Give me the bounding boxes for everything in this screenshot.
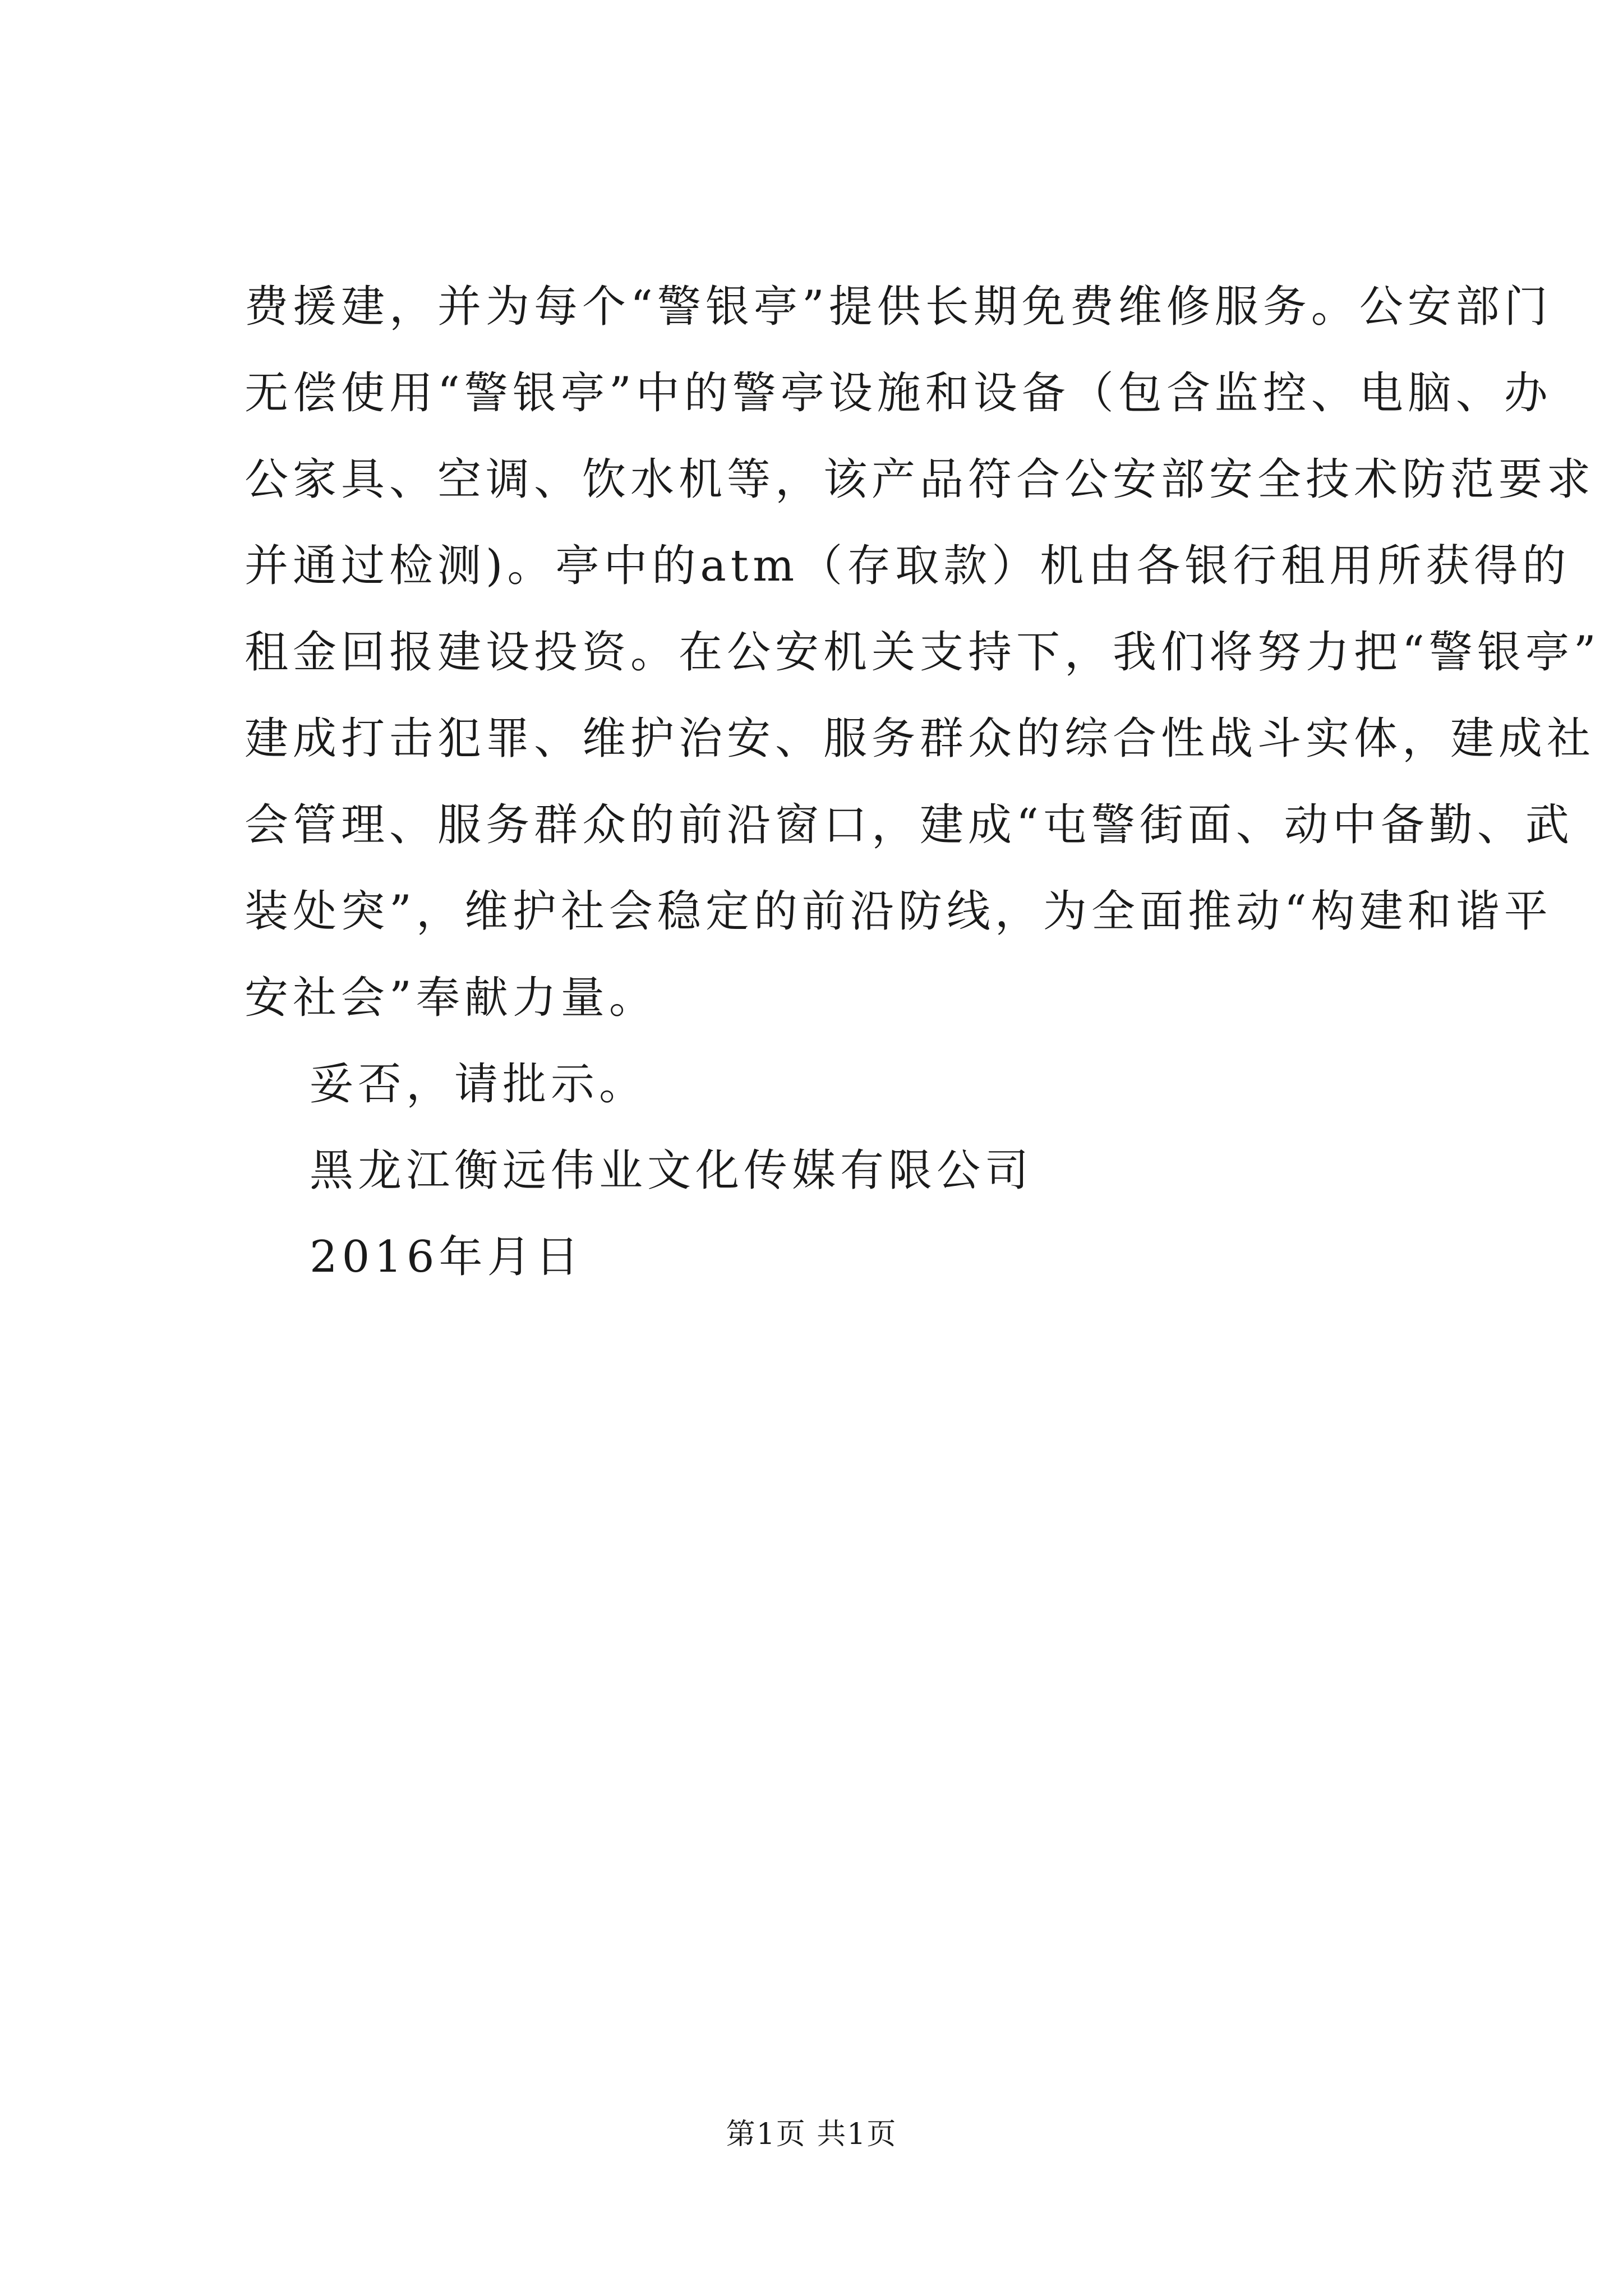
paragraph-line: 费援建，并为每个“警银亭”提供长期免费维修服务。公安部门 xyxy=(245,282,1552,332)
paragraph-line: 建成打击犯罪、维护治安、服务群众的综合性战斗实体，建成社 xyxy=(245,714,1596,764)
company-signature: 黑龙江衡远伟业文化传媒有限公司 xyxy=(310,1145,1034,1196)
page-footer: 第1页 共1页 xyxy=(726,2118,897,2151)
paragraph-line: 会管理、服务群众的前沿窗口，建成“屯警街面、动中备勤、武 xyxy=(245,800,1574,850)
paragraph-line: 公家具、空调、饮水机等，该产品符合公安部安全技术防范要求 xyxy=(245,454,1596,505)
document-date: 2016年月日 xyxy=(310,1232,584,1282)
document-body xyxy=(245,264,1601,1300)
paragraph-line: 安社会”奉献力量。 xyxy=(245,973,657,1023)
paragraph-line: 无偿使用“警银亭”中的警亭设施和设备（包含监控、电脑、办 xyxy=(245,368,1552,418)
paragraph-line: 装处突”，维护社会稳定的前沿防线，为全面推动“构建和谐平 xyxy=(245,886,1552,937)
paragraph-line: 并通过检测)。亭中的atm（存取款）机由各银行租用所获得的 xyxy=(245,541,1571,591)
paragraph-line: 租金回报建设投资。在公安机关支持下，我们将努力把“警银亭” xyxy=(245,627,1601,678)
closing-remark: 妥否，请批示。 xyxy=(310,1059,648,1110)
